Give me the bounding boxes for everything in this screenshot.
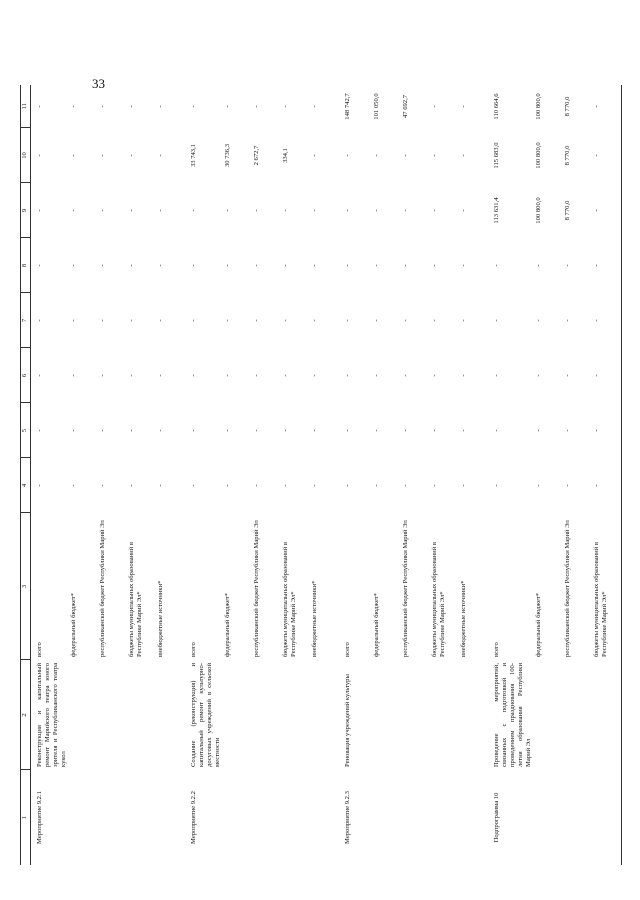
value-cell: - bbox=[460, 484, 467, 487]
table-row bbox=[185, 85, 223, 865]
value-cell: - bbox=[311, 264, 318, 267]
value-cell: - bbox=[373, 209, 380, 212]
source-cell: внебюджетные источники* bbox=[311, 580, 318, 657]
value-cell: - bbox=[493, 484, 500, 487]
status-cell bbox=[401, 770, 430, 865]
status-cell bbox=[223, 770, 252, 865]
value-cell: - bbox=[493, 319, 500, 322]
table-row bbox=[563, 85, 592, 865]
value-cell: - bbox=[402, 264, 409, 267]
value-cell: - bbox=[224, 105, 231, 108]
value-cell: - bbox=[190, 264, 197, 267]
name-cell bbox=[98, 660, 127, 770]
table-row bbox=[488, 85, 534, 865]
value-cell: - bbox=[99, 319, 106, 322]
value-cell: - bbox=[431, 264, 438, 267]
status-cell: Мероприятие 9.2.2 bbox=[190, 791, 197, 844]
value-cell: - bbox=[128, 105, 135, 108]
table-row bbox=[401, 85, 430, 865]
header-cell: 5 bbox=[21, 403, 31, 458]
source-cell: всего bbox=[36, 642, 43, 657]
value-cell: - bbox=[592, 128, 622, 183]
value-cell: - bbox=[128, 319, 135, 322]
value-cell: - bbox=[157, 319, 164, 322]
name-cell bbox=[281, 660, 310, 770]
value-cell: - bbox=[431, 154, 438, 157]
status-cell bbox=[592, 770, 622, 865]
value-cell: 113 631,4 bbox=[493, 197, 500, 224]
value-cell: - bbox=[344, 429, 351, 432]
value-cell: - bbox=[431, 374, 438, 377]
header-cell: 2 bbox=[21, 660, 31, 770]
value-cell: 30 736,3 bbox=[224, 143, 231, 168]
value-cell: - bbox=[99, 429, 106, 432]
name-cell bbox=[459, 660, 488, 770]
value-cell: 100 800,0 bbox=[535, 93, 542, 120]
value-cell: - bbox=[311, 429, 318, 432]
value-cell: - bbox=[224, 429, 231, 432]
value-cell: - bbox=[99, 484, 106, 487]
value-cell: - bbox=[224, 319, 231, 322]
value-cell: - bbox=[282, 484, 289, 487]
value-cell: - bbox=[157, 105, 164, 108]
table-row bbox=[223, 85, 252, 865]
value-cell: - bbox=[311, 484, 318, 487]
value-cell: - bbox=[460, 154, 467, 157]
value-cell: - bbox=[190, 319, 197, 322]
value-cell: - bbox=[282, 374, 289, 377]
value-cell: - bbox=[157, 154, 164, 157]
value-cell: - bbox=[70, 154, 77, 157]
status-cell: Подпрограмма 10 bbox=[493, 792, 500, 843]
value-cell: - bbox=[402, 209, 409, 212]
name-cell bbox=[372, 660, 401, 770]
value-cell: - bbox=[157, 264, 164, 267]
value-cell: - bbox=[70, 264, 77, 267]
value-cell: - bbox=[402, 429, 409, 432]
value-cell: - bbox=[190, 374, 197, 377]
status-cell bbox=[156, 770, 185, 865]
value-cell: - bbox=[282, 429, 289, 432]
value-cell: - bbox=[431, 209, 438, 212]
value-cell: - bbox=[128, 484, 135, 487]
value-cell: - bbox=[128, 374, 135, 377]
value-cell: - bbox=[344, 374, 351, 377]
value-cell: - bbox=[592, 293, 622, 348]
value-cell: - bbox=[564, 374, 571, 377]
value-cell: - bbox=[36, 105, 43, 108]
page-number: 33 bbox=[92, 76, 105, 91]
value-cell: 115 683,0 bbox=[493, 142, 500, 169]
value-cell: - bbox=[128, 264, 135, 267]
value-cell: - bbox=[592, 348, 622, 403]
source-cell: республиканский бюджет Республики Марий Эл bbox=[253, 520, 260, 657]
status-cell bbox=[430, 770, 459, 865]
value-cell: - bbox=[431, 429, 438, 432]
table-row bbox=[31, 85, 70, 865]
value-cell: - bbox=[564, 264, 571, 267]
value-cell: - bbox=[311, 154, 318, 157]
table-row bbox=[310, 85, 339, 865]
value-cell: - bbox=[460, 374, 467, 377]
value-cell: - bbox=[564, 429, 571, 432]
header-cell: 7 bbox=[21, 293, 31, 348]
value-cell: - bbox=[564, 319, 571, 322]
value-cell: - bbox=[373, 264, 380, 267]
header-cell: 6 bbox=[21, 348, 31, 403]
value-cell: - bbox=[431, 319, 438, 322]
value-cell: - bbox=[253, 105, 260, 108]
table-row bbox=[69, 85, 98, 865]
value-cell: - bbox=[36, 429, 43, 432]
value-cell: - bbox=[402, 374, 409, 377]
source-cell: внебюджетные источники* bbox=[157, 580, 164, 657]
value-cell: - bbox=[70, 319, 77, 322]
value-cell: - bbox=[253, 484, 260, 487]
name-cell bbox=[592, 660, 622, 770]
status-cell bbox=[563, 770, 592, 865]
value-cell: - bbox=[460, 429, 467, 432]
name-cell bbox=[310, 660, 339, 770]
value-cell: - bbox=[36, 319, 43, 322]
value-cell: - bbox=[70, 105, 77, 108]
source-cell: республиканский бюджет Республики Марий Эл bbox=[564, 520, 571, 657]
table-row bbox=[339, 85, 372, 865]
value-cell: - bbox=[311, 374, 318, 377]
rotated-table-container bbox=[20, 85, 608, 865]
source-cell: республиканский бюджет Республики Марий Эл bbox=[402, 520, 409, 657]
value-cell: - bbox=[224, 264, 231, 267]
header-cell: 8 bbox=[21, 238, 31, 293]
value-cell: - bbox=[36, 374, 43, 377]
value-cell: - bbox=[36, 154, 43, 157]
status-cell: Мероприятие 9.2.1 bbox=[36, 791, 43, 844]
budget-table bbox=[20, 85, 622, 865]
value-cell: - bbox=[373, 484, 380, 487]
value-cell: - bbox=[460, 105, 467, 108]
header-cell: 11 bbox=[21, 85, 31, 128]
value-cell: - bbox=[402, 484, 409, 487]
header-cell: 3 bbox=[21, 513, 31, 660]
table-row bbox=[534, 85, 563, 865]
value-cell: - bbox=[460, 264, 467, 267]
table-row bbox=[430, 85, 459, 865]
status-cell bbox=[252, 770, 281, 865]
value-cell: - bbox=[282, 209, 289, 212]
value-cell: - bbox=[190, 484, 197, 487]
value-cell: - bbox=[224, 374, 231, 377]
source-cell: федеральный бюджет* bbox=[535, 593, 542, 657]
value-cell: 8 770,0 bbox=[564, 145, 571, 166]
source-cell: республиканский бюджет Республики Марий Эл bbox=[99, 520, 106, 657]
source-cell: федеральный бюджет* bbox=[373, 593, 380, 657]
value-cell: - bbox=[99, 264, 106, 267]
value-cell: 101 050,0 bbox=[373, 93, 380, 120]
value-cell: - bbox=[253, 429, 260, 432]
value-cell: - bbox=[311, 105, 318, 108]
name-cell bbox=[156, 660, 185, 770]
value-cell: 148 742,7 bbox=[344, 93, 351, 120]
value-cell: - bbox=[282, 105, 289, 108]
name-cell bbox=[534, 660, 563, 770]
table-row bbox=[459, 85, 488, 865]
value-cell: - bbox=[535, 484, 542, 487]
value-cell: - bbox=[431, 105, 438, 108]
value-cell: - bbox=[402, 319, 409, 322]
value-cell: - bbox=[157, 374, 164, 377]
value-cell: - bbox=[70, 209, 77, 212]
value-cell: 8 770,0 bbox=[564, 200, 571, 221]
status-cell bbox=[127, 770, 156, 865]
value-cell: - bbox=[535, 429, 542, 432]
value-cell: - bbox=[253, 209, 260, 212]
status-cell bbox=[98, 770, 127, 865]
header-cell: 1 bbox=[21, 770, 31, 865]
value-cell: - bbox=[344, 209, 351, 212]
source-cell: федеральный бюджет* bbox=[224, 593, 231, 657]
source-cell: всего bbox=[190, 642, 197, 657]
name-cell: Проведение мероприятий, связанных с подготовкой и проведением празднования 100-летия образования Республики Марий Эл bbox=[493, 663, 532, 767]
status-cell bbox=[372, 770, 401, 865]
value-cell: - bbox=[535, 374, 542, 377]
value-cell: - bbox=[344, 484, 351, 487]
value-cell: - bbox=[70, 429, 77, 432]
header-row bbox=[21, 85, 31, 865]
value-cell: - bbox=[190, 209, 197, 212]
value-cell: - bbox=[373, 154, 380, 157]
value-cell: - bbox=[99, 105, 106, 108]
name-cell bbox=[69, 660, 98, 770]
value-cell: 100 800,0 bbox=[535, 197, 542, 224]
value-cell: - bbox=[282, 264, 289, 267]
header-cell: 9 bbox=[21, 183, 31, 238]
value-cell: 110 664,6 bbox=[493, 93, 500, 120]
source-cell: бюджеты муниципальных образований в Республике Марий Эл* bbox=[431, 542, 446, 657]
value-cell: - bbox=[431, 484, 438, 487]
source-cell: всего bbox=[493, 642, 500, 657]
value-cell: - bbox=[592, 85, 622, 128]
value-cell: 100 800,0 bbox=[535, 142, 542, 169]
source-cell: всего bbox=[344, 642, 351, 657]
value-cell: - bbox=[224, 484, 231, 487]
source-cell: бюджеты муниципальных образований в Республике Марий Эл* bbox=[282, 542, 297, 657]
header-cell: 4 bbox=[21, 458, 31, 513]
table-row bbox=[156, 85, 185, 865]
value-cell: - bbox=[344, 154, 351, 157]
table-row bbox=[127, 85, 156, 865]
table-row bbox=[372, 85, 401, 865]
value-cell: - bbox=[493, 429, 500, 432]
value-cell: 33 743,1 bbox=[190, 143, 197, 168]
value-cell: - bbox=[493, 374, 500, 377]
value-cell: 8 770,0 bbox=[564, 96, 571, 117]
value-cell: - bbox=[402, 154, 409, 157]
value-cell: - bbox=[224, 209, 231, 212]
name-cell bbox=[252, 660, 281, 770]
status-cell: Мероприятие 9.2.3 bbox=[344, 791, 351, 844]
value-cell: - bbox=[157, 209, 164, 212]
status-cell bbox=[534, 770, 563, 865]
name-cell bbox=[223, 660, 252, 770]
source-cell: бюджеты муниципальных образований в Республике Марий Эл* bbox=[592, 513, 622, 660]
table-row bbox=[252, 85, 281, 865]
value-cell: - bbox=[592, 183, 622, 238]
name-cell bbox=[430, 660, 459, 770]
status-cell bbox=[310, 770, 339, 865]
value-cell: - bbox=[36, 484, 43, 487]
value-cell: 2 672,7 bbox=[253, 145, 260, 166]
value-cell: - bbox=[70, 374, 77, 377]
table-row bbox=[98, 85, 127, 865]
value-cell: - bbox=[99, 154, 106, 157]
source-cell: бюджеты муниципальных образований в Республике Марий Эл* bbox=[128, 542, 143, 657]
value-cell: - bbox=[592, 238, 622, 293]
value-cell: - bbox=[99, 209, 106, 212]
table-row bbox=[592, 85, 622, 865]
value-cell: - bbox=[157, 484, 164, 487]
name-cell bbox=[401, 660, 430, 770]
value-cell: - bbox=[460, 209, 467, 212]
value-cell: - bbox=[36, 209, 43, 212]
name-cell: Реконструкция и капитальный ремонт Марийского театра юного зрителя и Республиканского театра кукол bbox=[36, 663, 67, 767]
value-cell: - bbox=[311, 319, 318, 322]
value-cell: - bbox=[373, 429, 380, 432]
name-cell bbox=[563, 660, 592, 770]
value-cell: - bbox=[157, 429, 164, 432]
name-cell: Создание (реконструкция) и капитальный ремонт культурно-досуговых учреждений в сельской местности bbox=[190, 663, 221, 767]
value-cell: - bbox=[282, 319, 289, 322]
value-cell: 47 692,7 bbox=[402, 94, 409, 119]
value-cell: - bbox=[592, 403, 622, 458]
value-cell: - bbox=[190, 105, 197, 108]
value-cell: - bbox=[373, 374, 380, 377]
value-cell: - bbox=[128, 209, 135, 212]
value-cell: - bbox=[493, 264, 500, 267]
value-cell: - bbox=[128, 154, 135, 157]
value-cell: - bbox=[344, 319, 351, 322]
value-cell: - bbox=[311, 209, 318, 212]
value-cell: - bbox=[253, 374, 260, 377]
table-row bbox=[281, 85, 310, 865]
value-cell: - bbox=[592, 458, 622, 513]
status-cell bbox=[69, 770, 98, 865]
value-cell: - bbox=[36, 264, 43, 267]
name-cell: Реновация учреждений культуры bbox=[344, 674, 351, 767]
value-cell: - bbox=[190, 429, 197, 432]
value-cell: - bbox=[535, 264, 542, 267]
value-cell: - bbox=[344, 264, 351, 267]
value-cell: - bbox=[253, 264, 260, 267]
value-cell: - bbox=[373, 319, 380, 322]
status-cell bbox=[281, 770, 310, 865]
value-cell: - bbox=[535, 319, 542, 322]
source-cell: федеральный бюджет* bbox=[70, 593, 77, 657]
value-cell: 334,1 bbox=[282, 148, 289, 163]
header-cell: 10 bbox=[21, 128, 31, 183]
value-cell: - bbox=[70, 484, 77, 487]
value-cell: - bbox=[460, 319, 467, 322]
name-cell bbox=[127, 660, 156, 770]
value-cell: - bbox=[128, 429, 135, 432]
source-cell: внебюджетные источники* bbox=[460, 580, 467, 657]
status-cell bbox=[459, 770, 488, 865]
value-cell: - bbox=[253, 319, 260, 322]
value-cell: - bbox=[564, 484, 571, 487]
value-cell: - bbox=[99, 374, 106, 377]
